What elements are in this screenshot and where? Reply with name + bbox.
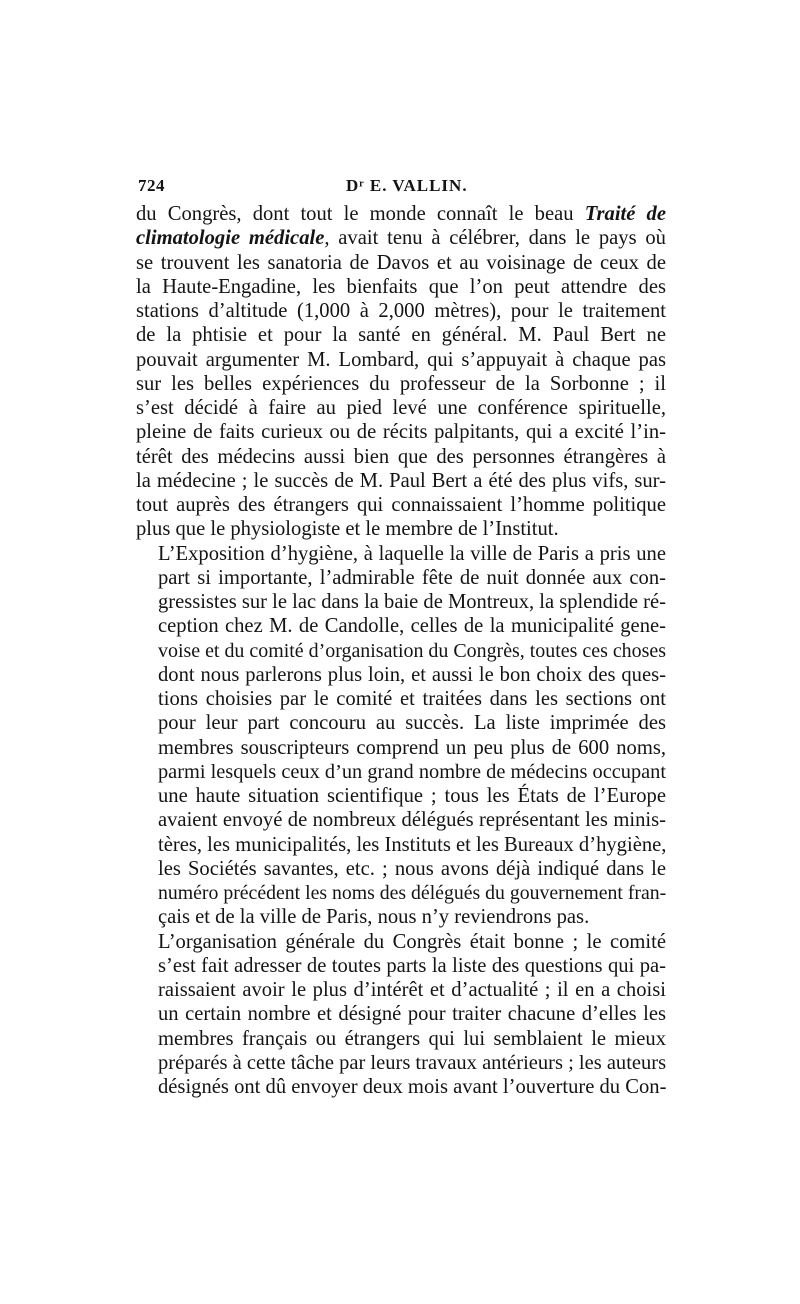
text-line: du Congrès, dont tout le monde connaît le beau Traité de [136,203,666,225]
text-line: tout auprès des étrangers qui connaissaient l’homme politique [136,494,666,516]
text-line: pour leur part concouru au succès. La liste imprimée des [158,712,666,735]
text-line: une haute situation scientifique ; tous les États de l’Europe [158,785,666,807]
text-line: L’organisation générale du Congrès était bonne ; le comité [158,930,666,953]
text-line: désignés ont dû envoyer deux mois avant l’ouverture du Con- [158,1076,667,1098]
header-author: Dʳ E. VALLIN. [346,176,468,195]
text-line: sur les belles expériences du professeur de la Sorbonne ; il [136,372,666,395]
book-title-italic: Traité de [584,203,666,225]
text-line: dont nous parlerons plus loin, et aussi le bon choix des ques- [158,663,666,686]
book-title-italic: climatologie médicale [136,227,325,250]
text-line: la médecine ; le succès de M. Paul Bert a été des plus vifs, sur- [136,469,666,492]
text-line: raissaient avoir le plus d’intérêt et d’actualité ; il en a choisi [158,979,666,1001]
text-line: climatologie médicale, avait tenu à célébrer, dans le pays où [136,227,666,250]
text-line: tères, les municipalités, les Instituts et les Bureaux d’hygiène, [158,833,667,856]
paragraph [136,930,666,1100]
text-line: s’est fait adresser de toutes parts la liste des questions qui pa- [158,954,666,977]
text-line: s’est décidé à faire au pied levé une conférence spirituelle, [136,397,666,419]
text-line: parmi lesquels ceux d’un grand nombre de médecins occupant [158,760,666,783]
text-line: pleine de faits curieux ou de récits palpitants, qui a excité l’in- [136,421,666,444]
body-text [136,202,666,1099]
text-line: stations d’altitude (1,000 à 2,000 mètres), pour le traitement [136,300,666,322]
text-line: avaient envoyé de nombreux délégués représentant les minis- [158,809,666,832]
text-line: çais et de la ville de Paris, nous n’y reviendrons pas. [158,906,590,929]
text-line: membres souscripteurs comprend un peu plus de 600 noms, [158,736,666,759]
page-number: 724 [138,176,165,195]
text-line: un certain nombre et désigné pour traiter chacune d’elles les [158,1003,666,1026]
text-line: la Haute-Engadine, les bienfaits que l’on peut attendre des [136,275,666,298]
text-line: membres français ou étrangers qui lui semblaient le mieux [158,1027,666,1050]
text-line: térêt des médecins aussi bien que des personnes étrangères à [136,445,666,468]
text-line: tions choisies par le comité et traitées dans les sections ont [158,688,666,710]
text-line: se trouvent les sanatoria de Davos et au voisinage de ceux de [136,251,666,274]
book-page [136,172,666,1099]
text-line: les Sociétés savantes, etc. ; nous avons déjà indiqué dans le [158,857,666,880]
text-line: voise et du comité d’organisation du Congrès, toutes ces choses [158,639,666,662]
paragraph [136,542,666,930]
text-line: ception chez M. de Candolle, celles de la municipalité gene- [158,615,666,638]
text-line: part si importante, l’admirable fête de nuit donnée aux con- [158,566,666,589]
text-line: plus que le physiologiste et le membre de l’Institut. [136,518,559,541]
text-line: pouvait argumenter M. Lombard, qui s’appuyait à chaque pas [136,348,666,371]
text-line: gressistes sur le lac dans la baie de Montreux, la splendide ré- [158,591,666,613]
running-head [136,172,666,202]
text-line: de la phtisie et pour la santé en général. M. Paul Bert ne [136,324,666,347]
text-line: L’Exposition d’hygiène, à laquelle la ville de Paris a pris une [158,542,666,565]
text-line: préparés à cette tâche par leurs travaux antérieurs ; les auteurs [158,1051,667,1074]
text-line: numéro précédent les noms des délégués du gouvernement fran- [158,882,667,904]
paragraph [136,202,666,542]
